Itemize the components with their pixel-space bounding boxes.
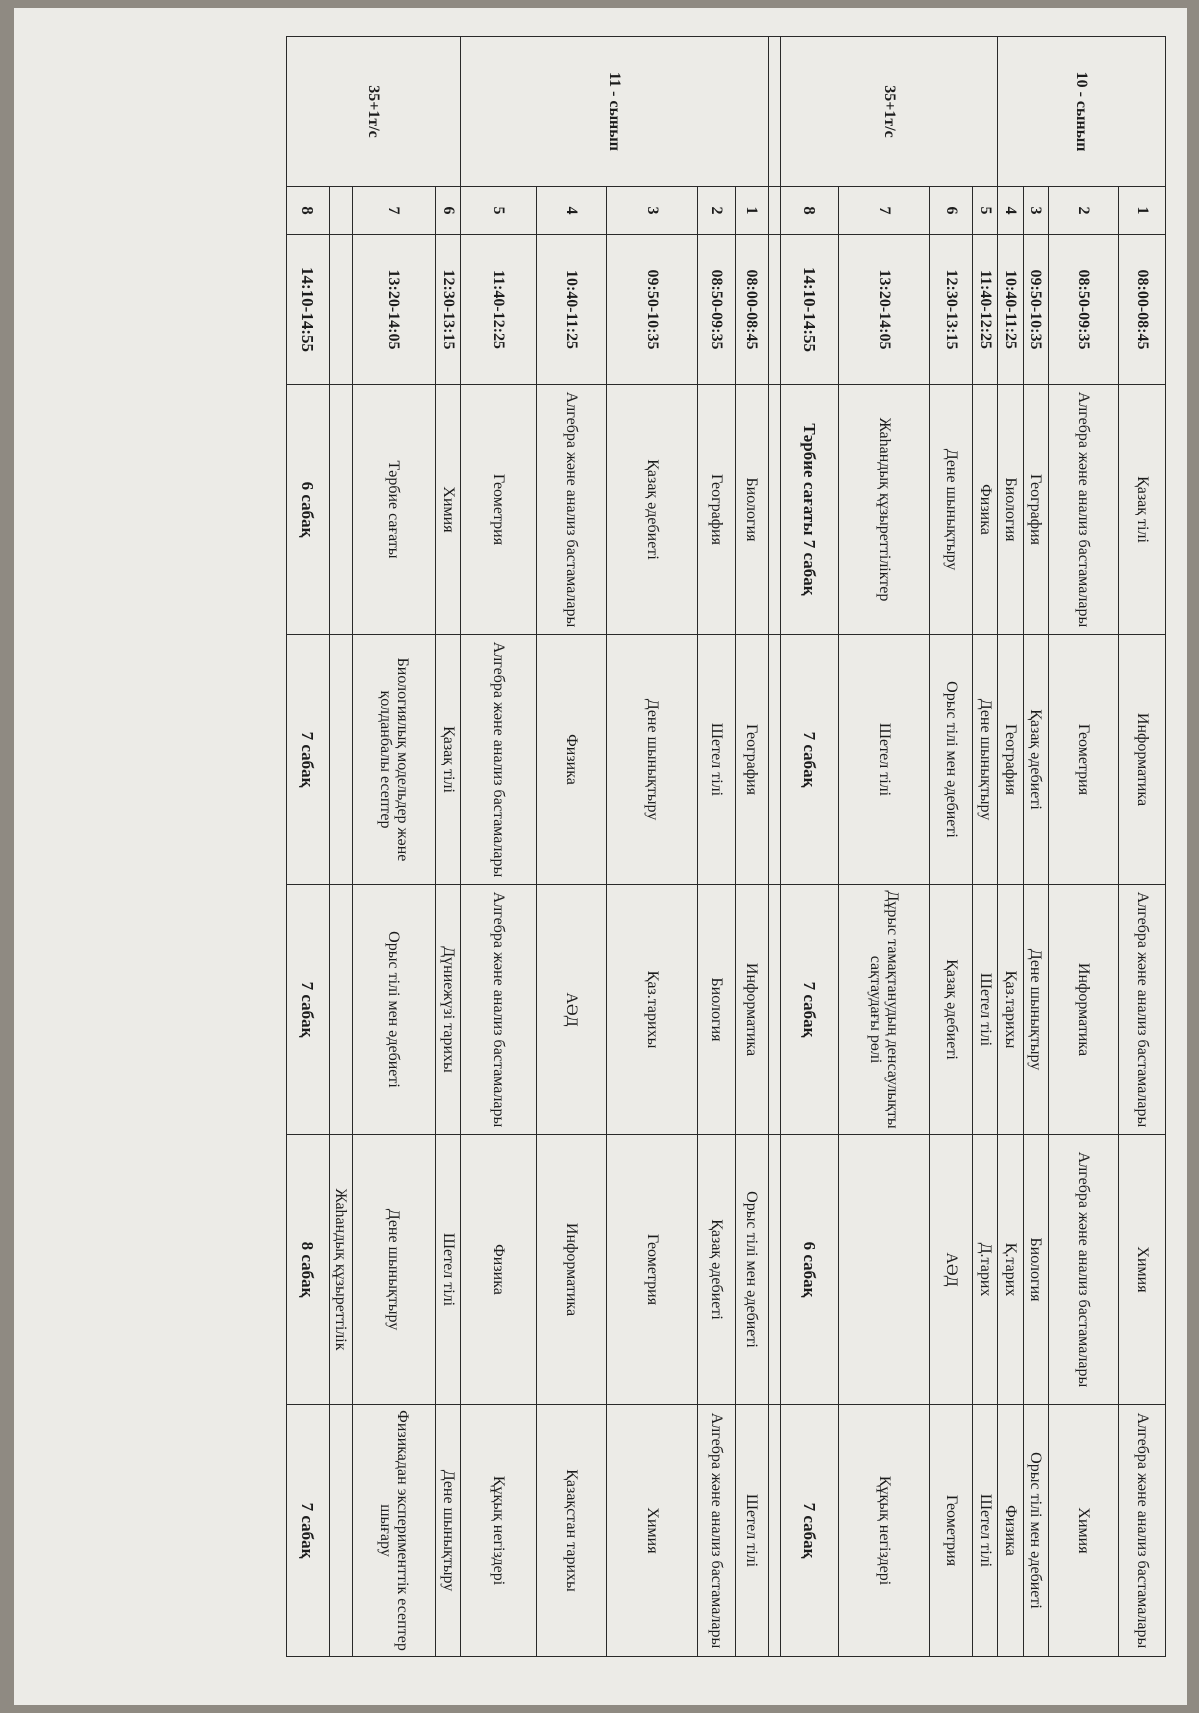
subject-cell: Алгебра және анализ бастамалары [1048,1135,1119,1405]
subject-cell: Химия [1119,1135,1166,1405]
separator-cell [768,235,781,385]
subject-cell: Алгебра және анализ бастамалары [1048,385,1119,635]
lesson-time: 10:40-11:25 [998,235,1023,385]
lesson-number: 2 [1048,187,1119,235]
subject-cell: 7 сабақ [781,1405,839,1657]
grade-total-label: 35+1т/с [287,37,461,187]
subject-cell: Алгебра және анализ бастамалары [1119,1405,1166,1657]
lesson-number: 6 [930,187,973,235]
subject-cell: Алгебра және анализ бастамалары [461,635,537,885]
lesson-time [330,235,353,385]
lesson-number: 7 [352,187,435,235]
subject-cell [330,385,353,635]
subject-cell: Алгебра және анализ бастамалары [461,885,537,1135]
lesson-number: 3 [607,187,698,235]
lesson-number: 2 [698,187,736,235]
subject-cell: Физика [536,635,607,885]
lesson-time: 10:40-11:25 [536,235,607,385]
subject-cell [330,1405,353,1657]
table-row [536,37,607,1657]
subject-cell: География [1023,385,1048,635]
table-row [607,37,698,1657]
lesson-time: 09:50-10:35 [1023,235,1048,385]
separator-cell [768,1405,781,1657]
separator-cell [768,885,781,1135]
subject-cell: География [736,635,769,885]
subject-cell: Дене шынықтыру [930,385,973,635]
table-row [736,37,769,1657]
subject-cell [330,885,353,1135]
subject-cell: Биология [698,885,736,1135]
lesson-number: 3 [1023,187,1048,235]
grade-name: 11 - сынып [461,37,769,187]
subject-cell: Дүниежүзі тарихы [435,885,460,1135]
subject-cell: Физикадан эксперименттік есептер шығару [352,1405,435,1657]
subject-cell: Геометрия [930,1405,973,1657]
subject-cell: Биологиялық модельдер және қолданбалы есептер [352,635,435,885]
subject-cell: Қазақ әдебиеті [1023,635,1048,885]
subject-cell: 6 сабақ [287,385,330,635]
separator-cell [768,385,781,635]
subject-cell: География [998,635,1023,885]
subject-cell: Қазақ әдебиеті [698,1135,736,1405]
subject-cell: Қазақ әдебиеті [930,885,973,1135]
subject-cell: Геометрия [1048,635,1119,885]
subject-cell: Геометрия [607,1135,698,1405]
subject-cell: Физика [973,385,998,635]
lesson-time: 08:00-08:45 [1119,235,1166,385]
lesson-time: 12:30-13:15 [930,235,973,385]
table-row [1048,37,1119,1657]
subject-cell: Орыс тілі мен әдебиеті [930,635,973,885]
subject-cell: Шетел тілі [736,1405,769,1657]
subject-cell: 7 сабақ [287,885,330,1135]
lesson-number: 4 [998,187,1023,235]
lesson-time: 12:30-13:15 [435,235,460,385]
table-row [287,37,330,1657]
separator-cell [768,635,781,885]
subject-cell [839,1135,930,1405]
subject-cell: Қазақ тілі [435,635,460,885]
subject-cell: 6 сабақ [781,1135,839,1405]
separator-cell [768,187,781,235]
subject-cell: Дене шынықтыру [607,635,698,885]
subject-cell: Биология [1023,1135,1048,1405]
subject-cell: Шетел тілі [839,635,930,885]
grade-name: 10 - сынып [998,37,1166,187]
subject-cell: Қазақстан тарихы [536,1405,607,1657]
lesson-time: 11:40-12:25 [461,235,537,385]
subject-cell: Жаһандық құзыреттілік [330,1135,353,1405]
lesson-time: 11:40-12:25 [973,235,998,385]
lesson-number: 6 [435,187,460,235]
subject-cell: Информатика [736,885,769,1135]
subject-cell: Информатика [1048,885,1119,1135]
subject-cell: Дене шынықтыру [1023,885,1048,1135]
subject-cell: Информатика [536,1135,607,1405]
subject-cell: Тәрбие сағаты [352,385,435,635]
subject-cell: Қаз.тарихы [998,885,1023,1135]
rotated-sheet [286,36,1166,1656]
subject-cell: Физика [461,1135,537,1405]
table-row [1023,37,1048,1657]
subject-cell: Қазақ тілі [1119,385,1166,635]
lesson-time: 13:20-14:05 [352,235,435,385]
subject-cell: Биология [998,385,1023,635]
subject-cell: Алгебра және анализ бастамалары [1119,885,1166,1135]
subject-cell: Құқық негіздері [461,1405,537,1657]
subject-cell: Химия [1048,1405,1119,1657]
subject-cell: Дене шынықтыру [973,635,998,885]
subject-cell: Қ.тарих [998,1135,1023,1405]
subject-cell: Қаз.тарихы [607,885,698,1135]
table-row [781,37,839,1657]
grade-separator [768,37,781,1657]
subject-cell: Биология [736,385,769,635]
subject-cell: Шетел тілі [973,885,998,1135]
separator-cell [768,37,781,187]
subject-cell: 7 сабақ [781,885,839,1135]
separator-cell [768,1135,781,1405]
schedule-table [286,36,1166,1657]
subject-cell: Шетел тілі [698,635,736,885]
lesson-number: 1 [736,187,769,235]
lesson-time: 08:00-08:45 [736,235,769,385]
lesson-time: 08:50-09:35 [1048,235,1119,385]
subject-cell: Орыс тілі мен әдебиеті [736,1135,769,1405]
table-row [1119,37,1166,1657]
subject-cell: Химия [607,1405,698,1657]
subject-cell: Шетел тілі [973,1405,998,1657]
lesson-time: 08:50-09:35 [698,235,736,385]
subject-cell: Орыс тілі мен әдебиеті [352,885,435,1135]
subject-cell: 7 сабақ [781,635,839,885]
subject-cell: Информатика [1119,635,1166,885]
subject-cell: Химия [435,385,460,635]
lesson-time: 09:50-10:35 [607,235,698,385]
subject-cell: Дұрыс тамақтанудың денсаулықты сақтаудағы рөлі [839,885,930,1135]
subject-cell: Д.тарих [973,1135,998,1405]
subject-cell: Орыс тілі мен әдебиеті [1023,1405,1048,1657]
table-row [352,37,435,1657]
lesson-number: 1 [1119,187,1166,235]
subject-cell: Геометрия [461,385,537,635]
subject-cell [330,635,353,885]
lesson-number: 4 [536,187,607,235]
subject-cell: Алгебра және анализ бастамалары [698,1405,736,1657]
grade-total-label: 35+1т/с [781,37,998,187]
lesson-time: 14:10-14:55 [781,235,839,385]
subject-cell: Тәрбие сағаты 7 сабақ [781,385,839,635]
paper-sheet [14,8,1187,1705]
subject-cell: Физика [998,1405,1023,1657]
subject-cell: Алгебра және анализ бастамалары [536,385,607,635]
lesson-number: 7 [839,187,930,235]
subject-cell: География [698,385,736,635]
subject-cell: Жаһандық құзыреттіліктер [839,385,930,635]
subject-cell: Дене шынықтыру [352,1135,435,1405]
table-row [698,37,736,1657]
subject-cell: АӘД [930,1135,973,1405]
table-row [839,37,930,1657]
table-row [330,37,353,1657]
subject-cell: 7 сабақ [287,635,330,885]
subject-cell: Құқық негіздері [839,1405,930,1657]
lesson-number [330,187,353,235]
lesson-number: 8 [781,187,839,235]
table-row [435,37,460,1657]
table-row [998,37,1023,1657]
table-row [973,37,998,1657]
lesson-number: 8 [287,187,330,235]
lesson-number: 5 [461,187,537,235]
subject-cell: Дене шынықтыру [435,1405,460,1657]
subject-cell: 8 сабақ [287,1135,330,1405]
subject-cell: Қазақ әдебиеті [607,385,698,635]
subject-cell: АӘД [536,885,607,1135]
table-row [461,37,537,1657]
lesson-time: 13:20-14:05 [839,235,930,385]
subject-cell: 7 сабақ [287,1405,330,1657]
lesson-number: 5 [973,187,998,235]
table-row [930,37,973,1657]
subject-cell: Шетел тілі [435,1135,460,1405]
lesson-time: 14:10-14:55 [287,235,330,385]
